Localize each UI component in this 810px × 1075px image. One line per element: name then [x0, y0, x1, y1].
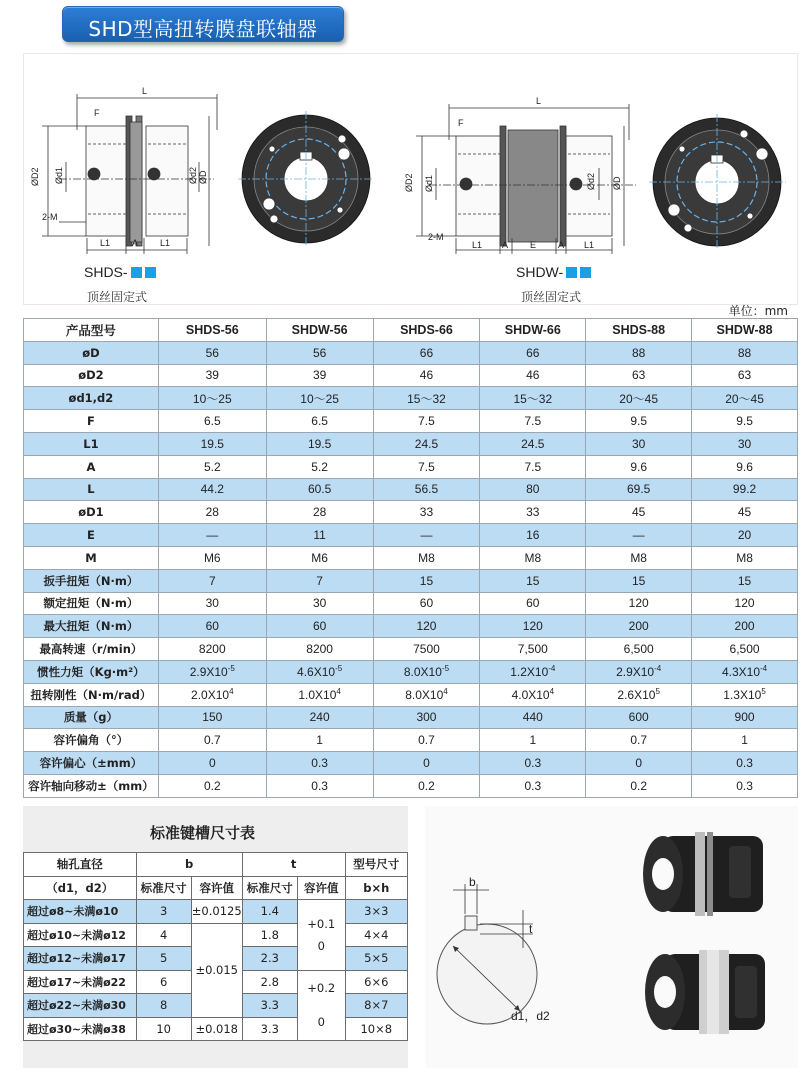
spec-cell: — — [586, 524, 692, 547]
spec-cell: 300 — [373, 706, 480, 729]
unit-label: 单位：mm — [728, 304, 788, 318]
spec-row — [24, 478, 798, 501]
page-title: SHD型高扭转膜盘联轴器 — [88, 17, 318, 41]
spec-cell-base: 1.3X10 — [723, 688, 762, 703]
spec-cell: 120 — [373, 615, 480, 638]
spec-cell: 20～45 — [586, 387, 692, 410]
spec-cell: 0.7 — [158, 729, 266, 752]
spec-cell: 10～25 — [266, 387, 373, 410]
spec-cell: 46 — [373, 364, 480, 387]
spec-row — [24, 660, 798, 683]
spec-cell: 15 — [586, 569, 692, 592]
spec-cell-base: 4.3X10 — [721, 665, 760, 680]
spec-row-label: øD — [24, 341, 159, 364]
spec-cell: 7 — [158, 569, 266, 592]
spec-cell — [266, 660, 373, 683]
spec-cell-exponent: -4 — [760, 664, 768, 674]
spec-cell: 46 — [480, 364, 586, 387]
spec-cell: 120 — [692, 592, 798, 615]
spec-row-label: E — [24, 524, 159, 547]
spec-cell-base: 4.0X10 — [511, 688, 550, 703]
spec-cell: 9.6 — [692, 455, 798, 478]
spec-cell: 8200 — [158, 638, 266, 661]
spec-row-label: 质量（g） — [24, 706, 159, 729]
spec-row-label: 容许偏角（°） — [24, 729, 159, 752]
spec-row — [24, 752, 798, 775]
spec-cell: 15～32 — [373, 387, 480, 410]
spec-cell — [373, 660, 480, 683]
spec-row-label: 最高转速（r/min） — [24, 638, 159, 661]
drawing-panel — [23, 53, 798, 305]
keyway-t-tol-1 — [297, 900, 345, 971]
title-badge — [62, 6, 344, 42]
spec-header-label: 产品型号 — [24, 319, 159, 342]
photo-panel — [425, 806, 798, 1068]
spec-cell: 45 — [692, 501, 798, 524]
spec-cell: 240 — [266, 706, 373, 729]
keyway-b-tol: ±0.0125 — [191, 900, 242, 924]
spec-cell: 6,500 — [586, 638, 692, 661]
keyway-b: 10 — [136, 1017, 191, 1041]
spec-cell: 66 — [373, 341, 480, 364]
spec-cell — [266, 683, 373, 706]
spec-cell: 24.5 — [373, 432, 480, 455]
keyway-t-tol-2-lower: 0 — [317, 1015, 325, 1030]
dim-l1b-right: L1 — [584, 240, 595, 250]
spec-cell: 0.7 — [373, 729, 480, 752]
dim-d2-right: ØD2 — [404, 173, 414, 192]
dim-m-left: 2-M — [42, 212, 58, 222]
spec-cell: 6,500 — [692, 638, 798, 661]
spec-cell: 19.5 — [266, 432, 373, 455]
dim-l-right: L — [536, 96, 542, 106]
spec-header-model: SHDS-88 — [586, 319, 692, 342]
spec-row-label: L1 — [24, 432, 159, 455]
spec-cell-base: 4.6X10 — [297, 665, 336, 680]
spec-cell: 7.5 — [373, 455, 480, 478]
keyway-head-d: （d1，d2） — [24, 876, 137, 900]
spec-cell-exponent: -4 — [654, 664, 662, 674]
spec-cell: 7.5 — [480, 455, 586, 478]
spec-cell: 15 — [480, 569, 586, 592]
spec-cell: 6.5 — [266, 410, 373, 433]
spec-row — [24, 569, 798, 592]
spec-header-model: SHDS-56 — [158, 319, 266, 342]
spec-row-label: L — [24, 478, 159, 501]
keyway-row-label: 超过ø17~未满ø22 — [24, 970, 137, 994]
spec-row-label: 容许偏心（±mm） — [24, 752, 159, 775]
spec-cell-base: 1.0X10 — [298, 688, 337, 703]
spec-row — [24, 387, 798, 410]
spec-cell: 0.3 — [480, 774, 586, 797]
spec-cell: 39 — [266, 364, 373, 387]
spec-cell-base: 1.2X10 — [510, 665, 549, 680]
keyway-diagram — [425, 806, 798, 1068]
spec-row-label: øD2 — [24, 364, 159, 387]
keyway-t-tol-1-upper: +0.1 — [307, 916, 336, 931]
spec-cell: M8 — [586, 546, 692, 569]
keyway-t: 2.3 — [242, 947, 297, 971]
spec-cell — [480, 660, 586, 683]
spec-cell: 33 — [480, 501, 586, 524]
spec-cell: 7 — [266, 569, 373, 592]
keyway-b: 3 — [136, 900, 191, 924]
spec-cell: 7500 — [373, 638, 480, 661]
keyway-head-t-tol: 容许值 — [297, 876, 345, 900]
spec-row — [24, 729, 798, 752]
spec-cell: 900 — [692, 706, 798, 729]
keyway-label-b: b — [469, 875, 476, 889]
spec-cell: 60 — [158, 615, 266, 638]
keyway-t: 1.4 — [242, 900, 297, 924]
dim-d2-left: ØD2 — [30, 167, 40, 186]
spec-cell: 600 — [586, 706, 692, 729]
spec-cell: 10～25 — [158, 387, 266, 410]
keyway-b-tol: ±0.018 — [191, 1017, 242, 1041]
spec-cell: 60 — [266, 615, 373, 638]
spec-cell-exponent: -5 — [335, 664, 343, 674]
dim-d2b-left: Ød2 — [188, 166, 198, 184]
spec-cell — [158, 660, 266, 683]
spec-row — [24, 410, 798, 433]
spec-cell: M8 — [692, 546, 798, 569]
spec-row-label: 最大扭矩（N·m） — [24, 615, 159, 638]
keyway-size: 4×4 — [345, 923, 407, 947]
spec-cell — [480, 683, 586, 706]
keyway-b: 6 — [136, 970, 191, 994]
spec-cell: 30 — [158, 592, 266, 615]
spec-cell: 99.2 — [692, 478, 798, 501]
spec-cell — [692, 683, 798, 706]
spec-cell: 0.2 — [158, 774, 266, 797]
spec-cell: 66 — [480, 341, 586, 364]
spec-cell — [586, 660, 692, 683]
keyway-table-title: 标准键槽尺寸表 — [150, 824, 256, 842]
coupling-photo-bottom — [645, 950, 765, 1034]
spec-row-label: ød1,d2 — [24, 387, 159, 410]
keyway-t: 1.8 — [242, 923, 297, 947]
spec-cell: — — [158, 524, 266, 547]
spec-row-label: A — [24, 455, 159, 478]
spec-cell: 56 — [158, 341, 266, 364]
spec-cell: 0.3 — [692, 774, 798, 797]
keyway-b: 5 — [136, 947, 191, 971]
spec-cell: 200 — [692, 615, 798, 638]
spec-row-label: 扳手扭矩（N·m） — [24, 569, 159, 592]
keyway-t: 3.3 — [242, 1017, 297, 1041]
spec-cell — [373, 683, 480, 706]
spec-cell: 16 — [480, 524, 586, 547]
spec-cell — [586, 683, 692, 706]
spec-cell: 440 — [480, 706, 586, 729]
spec-cell: 33 — [373, 501, 480, 524]
keyway-head-bxh: b×h — [345, 876, 407, 900]
spec-row — [24, 683, 798, 706]
spec-cell: 0.3 — [266, 774, 373, 797]
spec-cell: 39 — [158, 364, 266, 387]
spec-cell: M6 — [158, 546, 266, 569]
spec-row-label: 容许轴向移动±（mm） — [24, 774, 159, 797]
dim-l1a-left: L1 — [100, 238, 111, 248]
spec-cell-exponent: 5 — [655, 687, 660, 697]
spec-cell: 69.5 — [586, 478, 692, 501]
coupling-photo-top — [643, 832, 763, 916]
spec-cell: 8200 — [266, 638, 373, 661]
spec-cell: 0.3 — [692, 752, 798, 775]
model-caption-left — [84, 264, 156, 280]
spec-cell: 28 — [266, 501, 373, 524]
spec-cell: 44.2 — [158, 478, 266, 501]
blue-square-icon — [566, 267, 577, 278]
spec-cell-exponent: 4 — [443, 687, 448, 697]
keyway-row-label: 超过ø30~未满ø38 — [24, 1017, 137, 1041]
spec-cell: 88 — [586, 341, 692, 364]
spec-cell-exponent: 4 — [336, 687, 341, 697]
keyway-size: 8×7 — [345, 994, 407, 1018]
spec-cell — [692, 660, 798, 683]
spec-cell: 20～45 — [692, 387, 798, 410]
spec-cell: 45 — [586, 501, 692, 524]
spec-cell: 56 — [266, 341, 373, 364]
spec-cell: 5.2 — [158, 455, 266, 478]
spec-cell: 28 — [158, 501, 266, 524]
keyway-t-tol-2 — [297, 970, 345, 1041]
model-caption-right-text: SHDW- — [516, 264, 564, 280]
spec-row — [24, 706, 798, 729]
model-sub-left: 顶丝固定式 — [87, 290, 148, 304]
spec-cell: 30 — [692, 432, 798, 455]
dim-a1-right: A — [502, 240, 509, 250]
spec-cell: 0 — [158, 752, 266, 775]
keyway-t: 3.3 — [242, 994, 297, 1018]
spec-cell-exponent: 4 — [549, 687, 555, 697]
keyway-t-tol-1-lower: 0 — [317, 938, 325, 953]
spec-cell: M8 — [373, 546, 480, 569]
keyway-row-label: 超过ø10~未满ø12 — [24, 923, 137, 947]
spec-row-label: øD1 — [24, 501, 159, 524]
spec-row — [24, 341, 798, 364]
spec-header-model: SHDW-88 — [692, 319, 798, 342]
spec-cell: 63 — [692, 364, 798, 387]
spec-cell: 7.5 — [480, 410, 586, 433]
blue-square-icon — [145, 267, 156, 278]
spec-row-label: F — [24, 410, 159, 433]
spec-cell: 63 — [586, 364, 692, 387]
keyway-label-t: t — [529, 922, 533, 936]
spec-cell-base: 2.0X10 — [191, 688, 230, 703]
spec-cell: 9.6 — [586, 455, 692, 478]
keyway-t: 2.8 — [242, 970, 297, 994]
spec-row-label: M — [24, 546, 159, 569]
spec-cell: 0.3 — [480, 752, 586, 775]
spec-cell: 15 — [373, 569, 480, 592]
keyway-row-label: 超过ø12~未满ø17 — [24, 947, 137, 971]
spec-cell-base: 8.0X10 — [403, 665, 442, 680]
keyway-t-tol-2-upper: +0.2 — [307, 981, 336, 996]
dim-d-left: ØD — [198, 170, 208, 184]
dim-l-left: L — [142, 86, 148, 96]
keyway-row-label: 超过ø22~未满ø30 — [24, 994, 137, 1018]
dim-l1b-left: L1 — [160, 238, 171, 248]
dim-a-left: A — [132, 238, 139, 248]
spec-cell: 1 — [266, 729, 373, 752]
spec-cell: 56.5 — [373, 478, 480, 501]
spec-cell-exponent: 5 — [761, 687, 766, 697]
keyway-head-b: b — [136, 853, 242, 877]
dim-d1-right: Ød1 — [424, 174, 434, 192]
spec-cell: 120 — [586, 592, 692, 615]
keyway-head-t: t — [242, 853, 345, 877]
spec-cell: 60 — [373, 592, 480, 615]
dim-d-right: ØD — [612, 176, 622, 190]
spec-cell: 150 — [158, 706, 266, 729]
spec-cell: 60.5 — [266, 478, 373, 501]
keyway-b: 8 — [136, 994, 191, 1018]
spec-cell: M8 — [480, 546, 586, 569]
spec-cell-exponent: -5 — [441, 664, 450, 674]
dim-d2b-right: Ød2 — [586, 172, 596, 190]
spec-cell: 0.7 — [586, 729, 692, 752]
spec-cell: 24.5 — [480, 432, 586, 455]
spec-cell: 7,500 — [480, 638, 586, 661]
spec-cell: — — [373, 524, 480, 547]
spec-cell: 120 — [480, 615, 586, 638]
spec-header-model: SHDW-56 — [266, 319, 373, 342]
spec-row — [24, 638, 798, 661]
keyway-label-d: d1，d2 — [511, 1009, 550, 1023]
spec-cell: 19.5 — [158, 432, 266, 455]
keyway-head-b-tol: 容许值 — [191, 876, 242, 900]
spec-cell — [158, 683, 266, 706]
keyway-size: 6×6 — [345, 970, 407, 994]
spec-cell: 88 — [692, 341, 798, 364]
spec-cell: 20 — [692, 524, 798, 547]
keyway-size: 3×3 — [345, 900, 407, 924]
spec-cell: 9.5 — [692, 410, 798, 433]
spec-cell-base: 2.9X10 — [616, 665, 655, 680]
keyway-size: 5×5 — [345, 947, 407, 971]
spec-row — [24, 364, 798, 387]
spec-cell: 6.5 — [158, 410, 266, 433]
spec-cell: 7.5 — [373, 410, 480, 433]
spec-cell: 0.3 — [266, 752, 373, 775]
spec-cell: 15～32 — [480, 387, 586, 410]
keyway-head-b-std: 标准尺寸 — [136, 876, 191, 900]
spec-cell: 30 — [266, 592, 373, 615]
spec-row — [24, 546, 798, 569]
spec-row-label: 扭转刚性（N·m/rad） — [24, 683, 159, 706]
spec-cell: 5.2 — [266, 455, 373, 478]
dim-f-right: F — [458, 118, 464, 128]
spec-row-label: 惯性力矩（Kg·m²） — [24, 660, 159, 683]
spec-cell: 9.5 — [586, 410, 692, 433]
spec-header-model: SHDW-66 — [480, 319, 586, 342]
keyway-head-diameter: 轴孔直径 — [24, 853, 137, 877]
spec-row — [24, 615, 798, 638]
spec-cell: 30 — [586, 432, 692, 455]
spec-cell-exponent: 4 — [229, 687, 234, 697]
spec-row — [24, 524, 798, 547]
dim-a2-right: A — [558, 240, 565, 250]
spec-cell: 11 — [266, 524, 373, 547]
spec-table — [23, 318, 798, 798]
spec-cell: 0 — [586, 752, 692, 775]
spec-row-label: 额定扭矩（N·m） — [24, 592, 159, 615]
spec-cell: 80 — [480, 478, 586, 501]
spec-cell: 60 — [480, 592, 586, 615]
spec-header-model: SHDS-66 — [373, 319, 480, 342]
blue-square-icon — [131, 267, 142, 278]
spec-row — [24, 432, 798, 455]
spec-cell: 15 — [692, 569, 798, 592]
spec-cell-exponent: -4 — [548, 664, 556, 674]
dim-d1-left: Ød1 — [54, 166, 64, 184]
spec-cell: 0 — [373, 752, 480, 775]
spec-cell-base: 2.9X10 — [189, 665, 228, 680]
model-sub-right: 顶丝固定式 — [521, 290, 582, 304]
spec-cell: 0.2 — [586, 774, 692, 797]
spec-row — [24, 592, 798, 615]
keyway-head-size: 型号尺寸 — [345, 853, 407, 877]
dim-f-left: F — [94, 108, 100, 118]
dim-e-right: E — [530, 240, 537, 250]
keyway-head-t-std: 标准尺寸 — [242, 876, 297, 900]
spec-cell: 1 — [692, 729, 798, 752]
spec-cell-exponent: -5 — [227, 664, 235, 674]
spec-cell: M6 — [266, 546, 373, 569]
spec-cell: 200 — [586, 615, 692, 638]
spec-cell: 0.2 — [373, 774, 480, 797]
blue-square-icon — [580, 267, 591, 278]
spec-cell: 1 — [480, 729, 586, 752]
spec-cell-base: 2.6X10 — [617, 688, 656, 703]
dim-m-right: 2-M — [428, 232, 444, 242]
spec-row — [24, 455, 798, 478]
keyway-table — [23, 852, 408, 1041]
keyway-b: 4 — [136, 923, 191, 947]
keyway-row-label: 超过ø8~未满ø10 — [24, 900, 137, 924]
keyway-size: 10×8 — [345, 1017, 407, 1041]
spec-header-row — [24, 319, 798, 342]
spec-row — [24, 774, 798, 797]
spec-cell-base: 8.0X10 — [405, 688, 444, 703]
model-caption-left-text: SHDS- — [84, 264, 128, 280]
spec-row — [24, 501, 798, 524]
dim-l1a-right: L1 — [472, 240, 483, 250]
model-caption-right — [516, 264, 591, 280]
keyway-b-tol-mid: ±0.015 — [191, 923, 242, 1017]
